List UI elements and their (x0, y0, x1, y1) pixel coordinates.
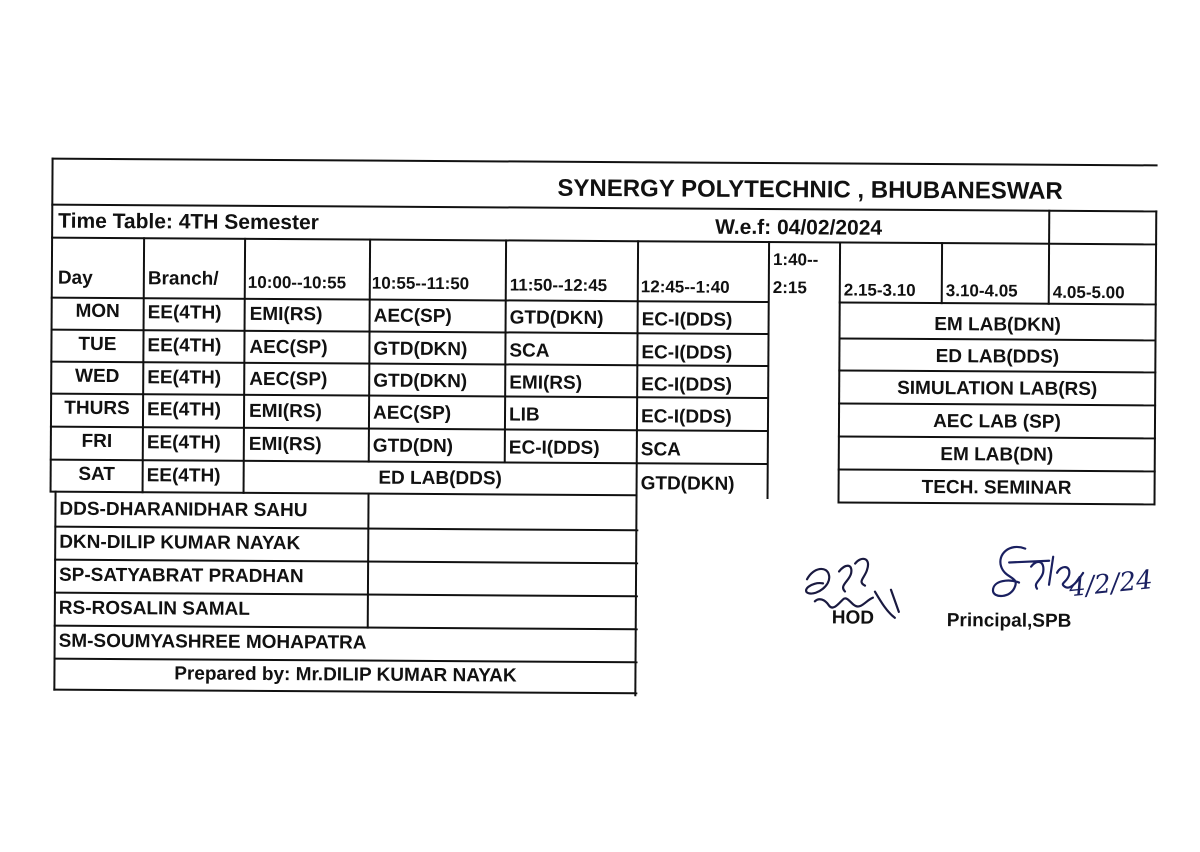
time-table-label: Time Table: 4TH Semester (58, 209, 319, 235)
rule-row-wed-right (838, 402, 1156, 406)
branch-cell: EE(4TH) (146, 432, 221, 454)
rule-col-break (767, 241, 771, 499)
hod-label: HOD (831, 607, 875, 629)
rule-row-sat-right (837, 501, 1155, 505)
branch-cell: EE(4TH) (147, 335, 222, 357)
institute-name: SYNERGY POLYTECHNIC , BHUBANESWAR (557, 174, 1063, 205)
slot2-cell: GTD(DKN) (373, 370, 468, 393)
principal-date: 4/2/24 (1067, 565, 1154, 604)
col-header-slot4: 12:45--1:40 (640, 277, 730, 297)
slot1-cell: EMI(RS) (248, 433, 322, 456)
col-header-branch: Branch/ (147, 268, 219, 290)
rule-bottom (53, 689, 637, 695)
col-header-slot5: 2.15-3.10 (843, 280, 916, 300)
slot2-cell: AEC(SP) (373, 305, 452, 328)
rule-faculty-3 (54, 592, 638, 598)
slot4-cell: EC-I(DDS) (641, 342, 733, 364)
rule-faculty-2 (54, 559, 638, 565)
col-header-break-top: 1:40-- (772, 250, 819, 270)
lab-cell: TECH. SEMINAR (921, 476, 1072, 499)
slot4-cell: GTD(DKN) (640, 473, 735, 495)
rule-col-slot6 (941, 242, 943, 304)
branch-cell: EE(4TH) (147, 367, 222, 389)
prepared-by: Prepared by: Mr.DILIP KUMAR NAYAK (174, 663, 517, 687)
faculty-entry: DKN-DILIP KUMAR NAYAK (59, 531, 301, 555)
hod-signature (795, 541, 916, 632)
lab-cell: AEC LAB (SP) (933, 411, 1061, 433)
lab-cell: EM LAB(DN) (940, 444, 1054, 466)
faculty-entry: RS-ROSALIN SAMAL (58, 597, 250, 620)
day-cell: MON (75, 300, 120, 323)
rule-col-slot1 (243, 238, 247, 494)
day-cell: SAT (78, 463, 116, 486)
col-header-slot2: 10:55--11:50 (371, 273, 470, 294)
lab-cell: SIMULATION LAB(RS) (897, 377, 1098, 401)
slot3-cell: LIB (508, 404, 540, 426)
faculty-entry: DDS-DHARANIDHAR SAHU (59, 498, 308, 522)
day-cell: WED (75, 365, 120, 388)
wef-date: W.e.f: 04/02/2024 (715, 215, 883, 240)
rule-left-edge-lower (53, 491, 56, 691)
slot4-cell: SCA (640, 439, 682, 461)
branch-cell: EE(4TH) (146, 399, 222, 421)
col-header-day: Day (57, 267, 93, 289)
faculty-entry: SP-SATYABRAT PRADHAN (58, 564, 304, 588)
rule-top (52, 158, 1158, 167)
slot2-cell: GTD(DN) (372, 435, 454, 458)
day-cell: TUE (78, 333, 117, 356)
rule-faculty-divider (367, 493, 370, 629)
faculty-entry: SM-SOUMYASHREE MOHAPATRA (58, 630, 367, 654)
slot1-cell: AEC(SP) (249, 336, 328, 359)
principal-label: Principal,SPB (946, 610, 1072, 632)
rule-faculty-1 (54, 526, 638, 532)
day-cell: THURS (64, 397, 130, 420)
col-header-slot3: 11:50--12:45 (509, 275, 608, 296)
rule-row-sat-left (50, 491, 638, 497)
col-header-slot1: 10:00--10:55 (247, 272, 347, 293)
day-cell: FRI (81, 430, 113, 453)
rule-row-mon-right (838, 337, 1156, 341)
branch-cell: EE(4TH) (147, 302, 222, 324)
slot4-cell: EC-I(DDS) (640, 406, 732, 428)
slot2-cell: GTD(DKN) (373, 338, 468, 361)
rule-row-tue-right (838, 369, 1156, 373)
merged-lab-cell: ED LAB(DDS) (378, 467, 502, 490)
slot1-cell: EMI(RS) (248, 400, 322, 423)
slot4-cell: EC-I(DDS) (641, 309, 733, 331)
slot4-cell: EC-I(DDS) (641, 374, 733, 396)
slot3-cell: EMI(RS) (509, 372, 583, 394)
slot3-cell: SCA (509, 340, 550, 362)
slot1-cell: EMI(RS) (249, 303, 323, 326)
col-header-slot6: 3.10-4.05 (945, 281, 1018, 301)
slot2-cell: AEC(SP) (372, 402, 452, 425)
lab-cell: ED LAB(DDS) (935, 346, 1060, 368)
slot1-cell: AEC(SP) (249, 368, 328, 391)
col-header-break-bottom: 2:15 (772, 278, 807, 298)
rule-row-fri-right (838, 468, 1156, 472)
slot3-cell: GTD(DKN) (509, 307, 604, 330)
rule-col-slot7 (1048, 210, 1051, 305)
branch-cell: EE(4TH) (146, 465, 221, 487)
rule-row-thu-right (838, 435, 1156, 439)
col-header-slot7: 4.05-5.00 (1052, 282, 1125, 303)
rule-faculty-4 (54, 625, 638, 631)
slot3-cell: EC-I(DDS) (508, 437, 600, 459)
lab-cell: EM LAB(DKN) (934, 314, 1061, 336)
rule-subheader (51, 237, 1157, 246)
